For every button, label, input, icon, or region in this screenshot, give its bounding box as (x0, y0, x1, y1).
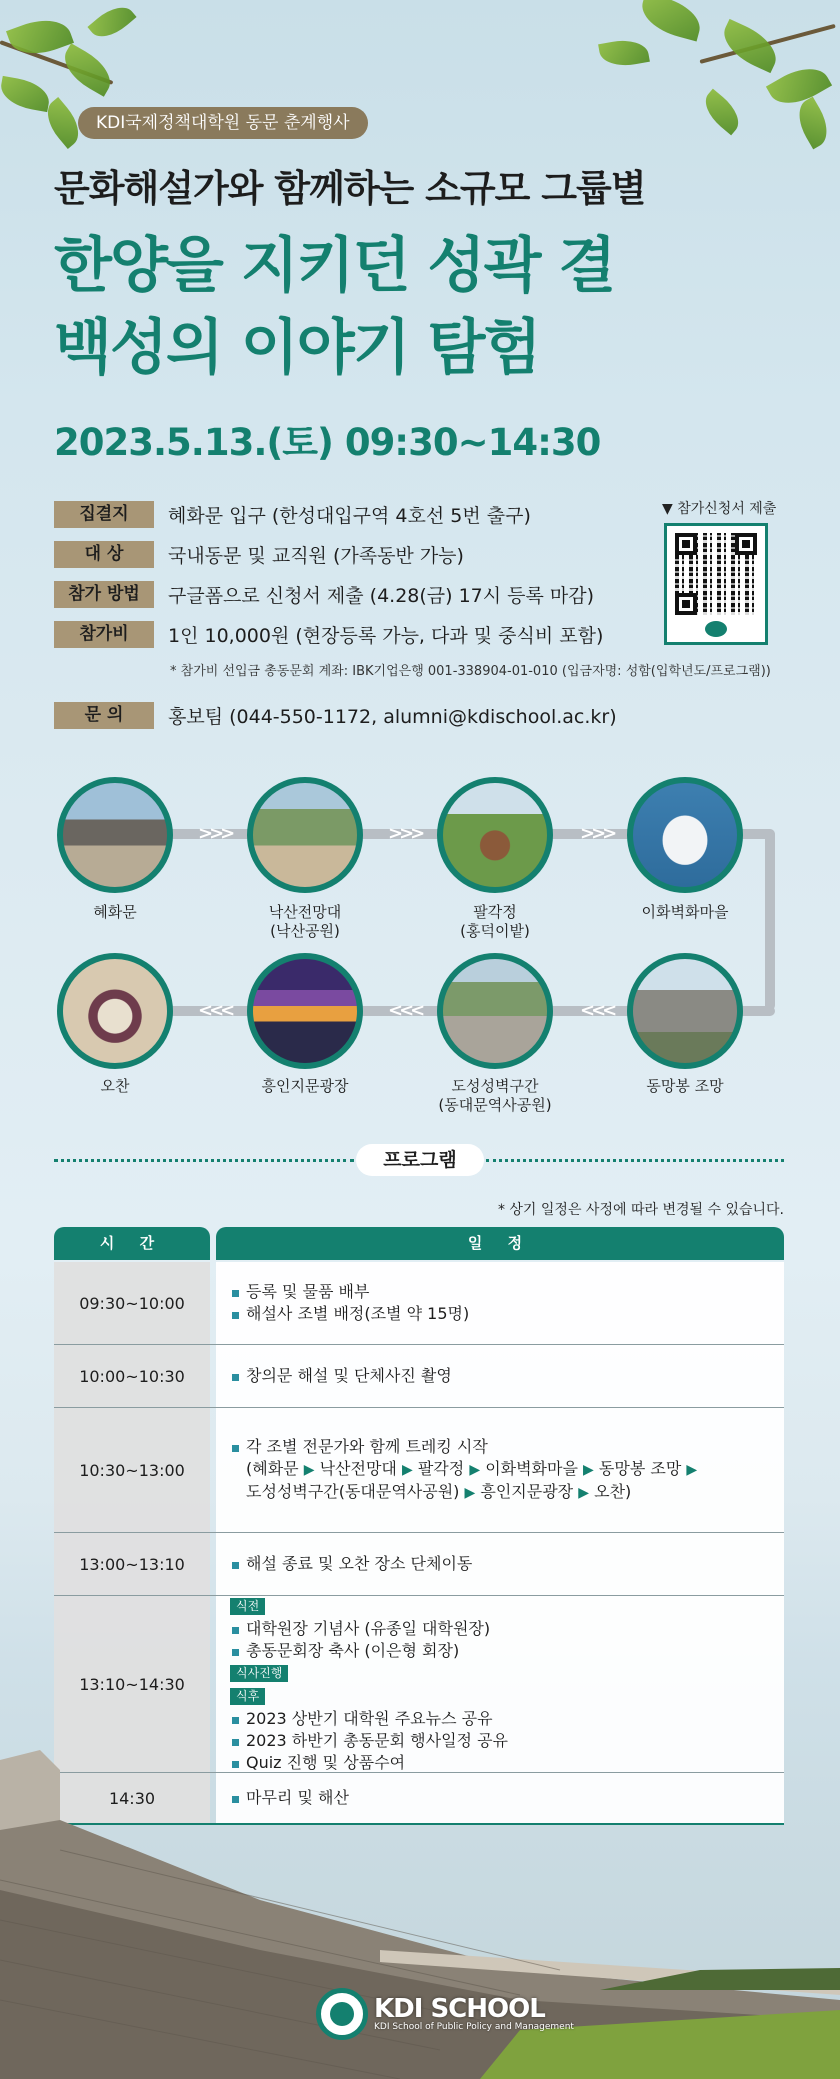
kdi-school-logo (316, 1988, 574, 2040)
row-desc (216, 1408, 784, 1532)
route-label: 도성성벽구간 (동대문역사공원) (438, 1077, 552, 1114)
col-header-time: 시 간 (54, 1227, 210, 1260)
info-value: 국내동문 및 교직원 (가족동반 가능) (168, 544, 464, 567)
route-label: 오찬 (100, 1077, 130, 1095)
row-time: 10:00~10:30 (54, 1345, 210, 1407)
info-target (54, 539, 464, 569)
row-time: 13:10~14:30 (54, 1596, 210, 1772)
spot-city-wall-photo (437, 953, 553, 1069)
info-fee (54, 619, 603, 649)
list-item: 해설 종료 및 오찬 장소 단체이동 (230, 1553, 770, 1575)
info-label: 문 의 (54, 702, 154, 729)
info-label: 대 상 (54, 541, 154, 568)
section-badge: 식전 (230, 1598, 265, 1615)
info-value: 1인 10,000원 (현장등록 가능, 다과 및 중식비 포함) (168, 624, 604, 647)
list-item: 총동문회장 축사 (이은형 회장) (230, 1640, 770, 1662)
qr-caption: ▼ 참가신청서 제출 (662, 501, 777, 517)
section-badge: 식사진행 (230, 1665, 288, 1682)
info-method (54, 579, 594, 609)
divider-left (54, 1159, 354, 1162)
route-label: 낙산전망대 (낙산공원) (268, 903, 342, 940)
arrow-right-icon: ▶ (464, 1485, 476, 1501)
row-time: 13:00~13:10 (54, 1533, 210, 1595)
row-desc (216, 1533, 784, 1595)
section-badge: 식후 (230, 1688, 265, 1705)
route-label: 이화벽화마을 (641, 903, 729, 921)
route-label: 동망봉 조망 (646, 1077, 724, 1095)
info-label: 참가 방법 (54, 581, 154, 608)
event-date: 2023.5.13.(토) 09:30~14:30 (54, 421, 601, 464)
spot-ihwa-mural-photo (627, 777, 743, 893)
table-row (54, 1533, 784, 1596)
list-item: 창의문 해설 및 단체사진 촬영 (230, 1365, 770, 1387)
kdi-emblem-icon (316, 1988, 368, 2040)
info-label: 참가비 (54, 621, 154, 648)
arrow-right-icon: ▶ (583, 1462, 594, 1478)
fee-note: * 참가비 선입금 총동문회 계좌: IBK기업은행 001-338904-01-010 (입금자명: 성함(입학년도/프로그램)) (170, 664, 771, 679)
row-desc (216, 1262, 784, 1344)
program-title: 프로그램 (356, 1144, 484, 1176)
info-meeting-place (54, 499, 531, 529)
list-item: Quiz 진행 및 상품수여 (230, 1752, 770, 1774)
row-time: 10:30~13:00 (54, 1408, 210, 1532)
route-label: 팔각정 (홍덕이밭) (460, 903, 530, 940)
title-line-2: 백성의 이야기 탐험 (54, 313, 540, 383)
event-tag: KDI국제정책대학원 동문 춘계행사 (78, 107, 368, 139)
spot-heunginjimun-photo (247, 953, 363, 1069)
list-item: 2023 상반기 대학원 주요뉴스 공유 (230, 1708, 770, 1730)
list-item: 등록 및 물품 배부 (230, 1281, 770, 1303)
col-header-schedule: 일 정 (216, 1227, 784, 1260)
info-value: 혜화문 입구 (한성대입구역 4호선 5번 출구) (168, 504, 531, 527)
spot-palgakjeong-photo (437, 777, 553, 893)
logo-name: KDI SCHOOL (374, 1994, 545, 2024)
info-contact (54, 700, 617, 730)
spot-naksan-photo (247, 777, 363, 893)
list-item: 해설사 조별 배정(조별 약 15명) (230, 1303, 770, 1325)
route-label: 흥인지문광장 (261, 1077, 349, 1095)
arrow-right-icon: ▶ (686, 1462, 698, 1478)
qr-code[interactable] (664, 523, 768, 645)
program-note: * 상기 일정은 사정에 따라 변경될 수 있습니다. (497, 1202, 784, 1218)
row-time: 09:30~10:00 (54, 1262, 210, 1344)
arrow-right-icon: ▶ (469, 1462, 481, 1478)
title-line-1: 한양을 지키던 성곽 결 (54, 231, 615, 301)
info-value: 구글폼으로 신청서 제출 (4.28(금) 17시 등록 마감) (168, 584, 595, 607)
route-label: 혜화문 (93, 903, 137, 921)
info-label: 집결지 (54, 501, 154, 528)
poster: KDI국제정책대학원 동문 춘계행사 문화해설가와 함께하는 소규모 그룹별 한양을 지키던 성곽 결 백성의 이야기 탐험 2023.5.13.(토) 09:30~14:30 집결지 혜화문 입구 (한성대입구역 4호선 5번 출구) 대 상 국내동문 및 교직원 (가족동반 가능) 참가 방법 구글폼으로 신청서 제출 (4.28(금) 17시 등록 마감) 참가비 1인 10,000원 (현장등록 가능, 다과 및 중식비 포함) * 참가비 선입금 총동문회 계좌: IBK기업은행 001-338904-01-010 (입금자명: 성함(입학년도/프로그램)) 문 의 홍보팀 (044-550-1172, alumni@kdischool.ac.kr) ▼ 참가신청서 제출 >>> >>> >>> <<< <<< <<< 혜화문 낙산전망대 (낙산공원) 팔각정 (홍덕이밭) 이화벽화마을 동망봉 조망 도성성벽구간 (동대문역사공원) 흥인지문광장 오찬 프로그램 * 상기 일정은 사정에 따라 변경될 수 있습니다. 시 간 일 정 09:30~10:00 등록 및 물품 배부 해설사 조별 배정(조별 약 15명) 10:00~10:30 창의문 해설 및 단체사진 촬영 10:30~13:00 각 조별 전문가와 함께 트레킹 시작 (혜화문 ▶ 낙산전망대 ▶ 팔각정 ▶ 이화벽화마을 ▶ 동망봉 조망 ▶ 도성성벽구간(동대문역사공원) ▶ 흥인지문광장 ▶ 오찬) 13:00~13:10 해설 종료 및 오찬 장소 단체이동 13:10~14:30 식전 대학원장 기념사 (유종일 대학원장) 총동문회장 축사 (이은형 회장) 식사진행 식후 2023 상반기 대학원 주요뉴스 공유 2023 하반기 총동문회 행사일정 공유 Quiz 진행 및 상품수여 14:30 마무리 및 해산 KDI SCHOOL KDI School of Public Policy and Management (0, 0, 840, 2079)
spot-lunch-photo (57, 953, 173, 1069)
row-desc (216, 1345, 784, 1407)
list-item: 마무리 및 해산 (230, 1787, 770, 1809)
table-row (54, 1262, 784, 1345)
spot-dongmangbong-photo (627, 953, 743, 1069)
kdi-mini-logo-icon (705, 621, 727, 637)
subtitle: 문화해설가와 함께하는 소규모 그룹별 (54, 167, 646, 210)
table-row (54, 1345, 784, 1408)
arrow-right-icon: ▶ (578, 1485, 590, 1501)
list-item: 2023 하반기 총동문회 행사일정 공유 (230, 1730, 770, 1752)
divider-right (486, 1159, 784, 1162)
route-line-1: (혜화문 ▶ 낙산전망대 ▶ 팔각정 ▶ 이화벽화마을 ▶ 동망봉 조망 ▶ (246, 1459, 698, 1478)
arrow-right-icon: ▶ (401, 1462, 413, 1478)
table-row (54, 1408, 784, 1533)
row-time: 14:30 (54, 1773, 210, 1823)
route-line-2: 도성성벽구간(동대문역사공원) ▶ 흥인지문광장 ▶ 오찬) (246, 1482, 632, 1501)
arrow-right-icon: ▶ (303, 1462, 315, 1478)
list-item: 각 조별 전문가와 함께 트레킹 시작 (230, 1436, 770, 1458)
logo-subtitle: KDI School of Public Policy and Management (374, 2022, 574, 2032)
list-item: 대학원장 기념사 (유종일 대학원장) (230, 1618, 770, 1640)
spot-hyehwamun-photo (57, 777, 173, 893)
contact-value[interactable]: 홍보팀 (044-550-1172, alumni@kdischool.ac.kr) (168, 705, 617, 728)
